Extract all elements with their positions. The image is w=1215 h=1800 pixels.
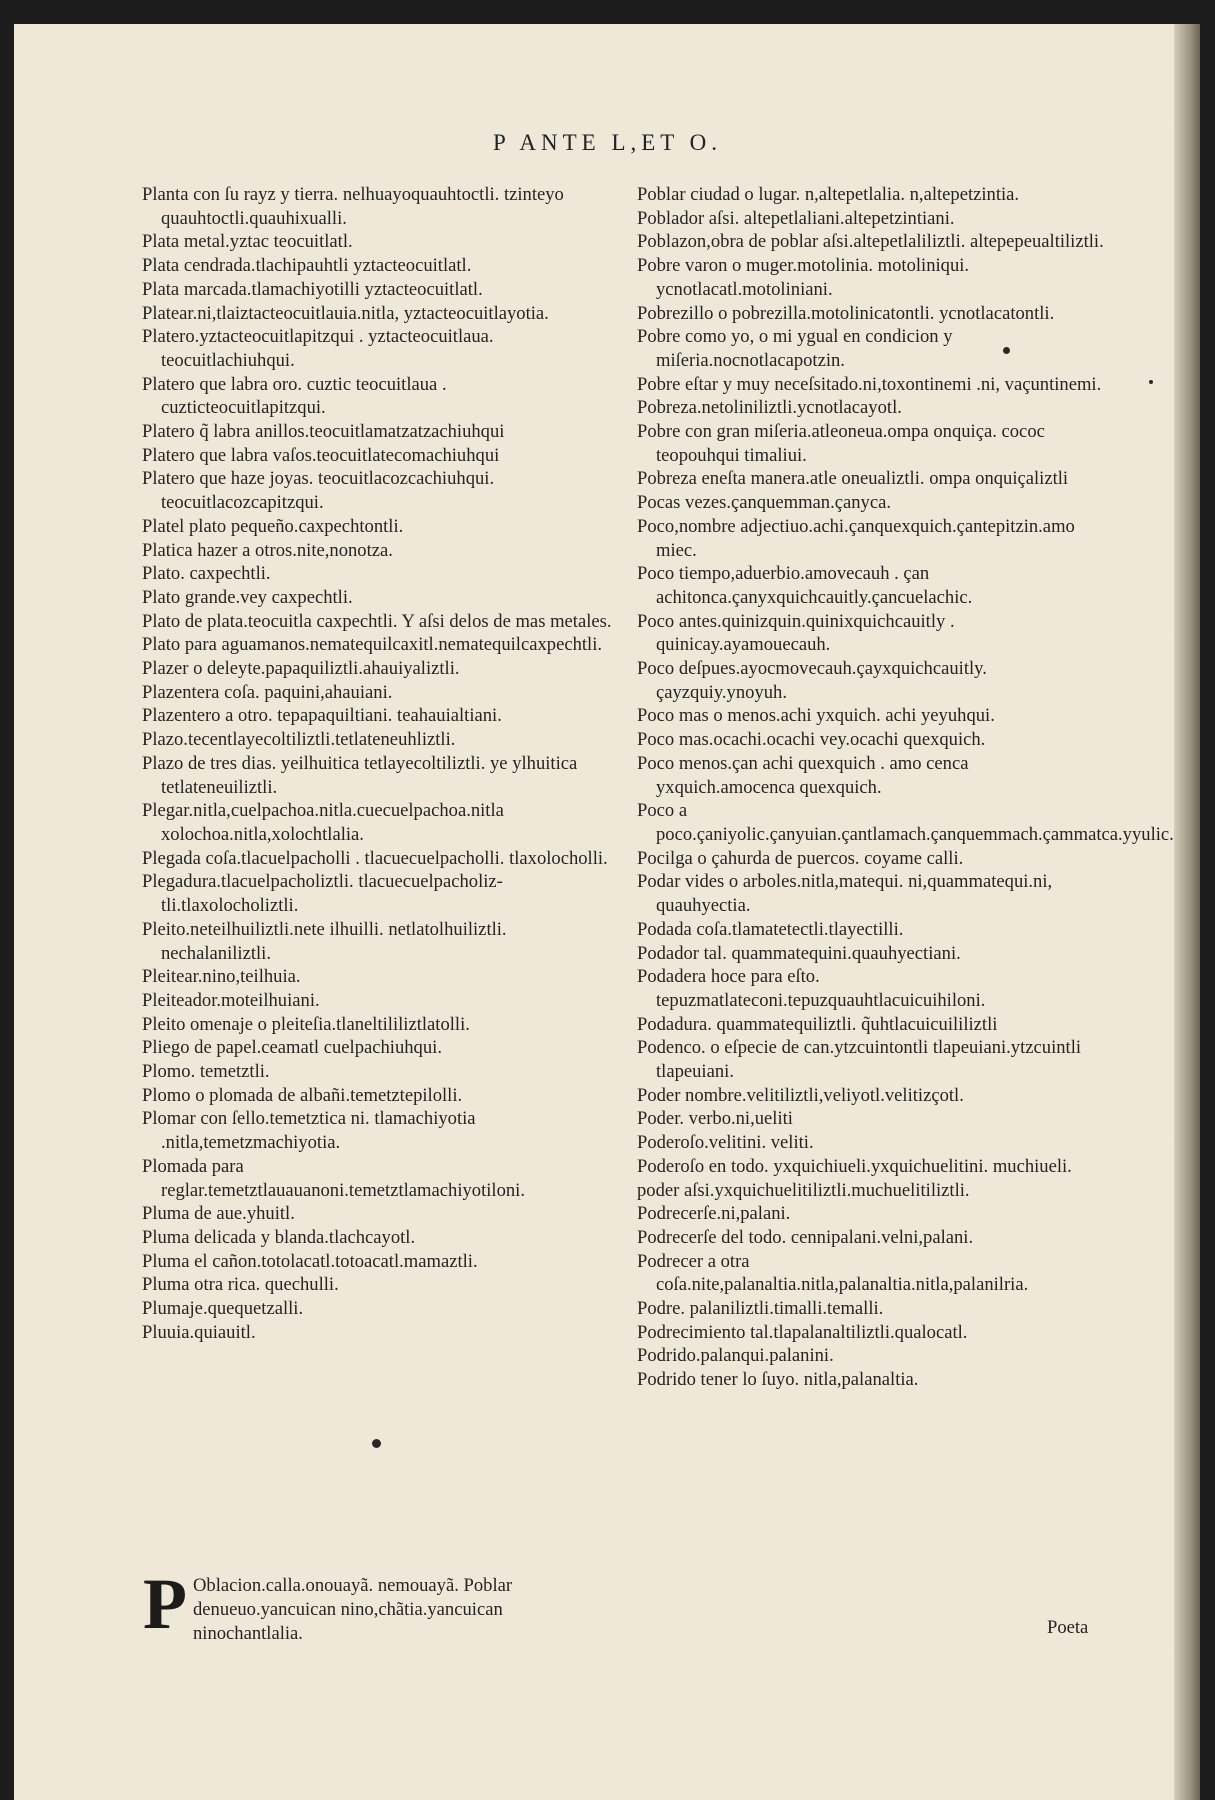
dictionary-entry: Pobreza eneſta manera.atle oneualiztli. ompa onquiçaliztli [637, 468, 1069, 490]
dictionary-entry: Planta con ſu rayz y tierra. nelhuayoquauhtoctli. tzinteyo quauhtoctli.quauhixualli. [142, 184, 564, 229]
dictionary-entry: Podar vides o arboles.nitla,matequi. ni,quammatequi.ni, quauhyectia. [637, 871, 1053, 917]
dictionary-entry: Podenco. o eſpecie de can.ytzcuintontli tlapeuiani.ytzcuintli tlapeuiani. [637, 1037, 1082, 1083]
dictionary-entry: Podador tal. quammatequini.quauhyectiani. [637, 942, 961, 964]
dictionary-entry: Pobre como yo, o mi ygual en condicion y miſeria.nocnotlacapotzin. [637, 326, 953, 371]
dictionary-entry: Plata cendrada.tlachipauhtli yztacteocuitlatl. [142, 255, 472, 277]
dictionary-entry: Poco deſpues.ayocmovecauh.çayxquichcauitly. çayzquiy.ynoyuh. [637, 658, 987, 703]
dictionary-entry: Poderoſo en todo. yxquichiueli.yxquichuelitini. muchiueli. [637, 1155, 1072, 1177]
dictionary-entry: Plato. caxpechtli. [142, 563, 271, 585]
dictionary-entry: Podrecerſe del todo. cennipalani.velni,palani. [637, 1226, 974, 1248]
dictionary-entry: Podrido tener lo ſuyo. nitla,palanaltia. [637, 1369, 919, 1391]
dictionary-entry: Podrecer a otra coſa.nite,palanaltia.nitla,palanaltia.nitla,palanilria. [637, 1250, 1029, 1296]
dictionary-entry: Plato grande.vey caxpechtli. [142, 586, 353, 608]
dictionary-entry: Platear.ni,tlaiztacteocuitlauia.nitla, yztacteocuitlayotia. [142, 302, 549, 324]
dictionary-entry: Podadura. quammatequiliztli. q̃uhtlacuicuililiztli [637, 1013, 998, 1035]
ink-dot [1149, 380, 1153, 384]
dictionary-entry: Pluma delicada y blanda.tlachcayotl. [142, 1226, 416, 1248]
dictionary-entry: Poder. verbo.ni,ueliti [637, 1108, 793, 1130]
dictionary-entry: Plazer o deleyte.papaquiliztli.ahauiyaliztli. [142, 658, 460, 680]
right-column [637, 183, 1174, 1392]
dictionary-entry: Plegadura.tlacuelpacholiztli. tlacuecuelpacholiz-tli.tlaxolocholiztli. [142, 871, 503, 917]
dictionary-entry: Podrido.palanqui.palanini. [637, 1345, 834, 1367]
page-gutter-shadow [1174, 24, 1200, 1800]
letter-section-start [143, 1564, 613, 1646]
dictionary-entry: Platero.yztacteocuitlapitzqui . yztacteocuitlaua. teocuitlachiuhqui. [142, 326, 494, 371]
dictionary-entry: Pobre con gran miſeria.atleoneua.ompa onquiça. cococ teopouhqui timaliui. [637, 421, 1045, 466]
dictionary-entry: Platero que labra oro. cuztic teocuitlaua . cuzticteocuitlapitzqui. [142, 373, 447, 419]
dictionary-entry: Plazentero a otro. tepapaquiltiani. teahauialtiani. [142, 705, 502, 727]
dictionary-entry: poder aſsi.yxquichuelitiliztli.muchuelitiliztli. [637, 1179, 970, 1201]
left-column [142, 183, 612, 1344]
dictionary-entry: Plazentera coſa. paquini,ahauiani. [142, 681, 393, 703]
dictionary-entry: Poco antes.quinizquin.quinixquichcauitly . quinicay.ayamouecauh. [637, 610, 955, 656]
dictionary-entry: Plegada coſa.tlacuelpacholli . tlacuecuelpacholli. tlaxolocholli. [142, 847, 608, 869]
dictionary-entry: Poderoſo.velitini. veliti. [637, 1132, 814, 1154]
dictionary-entry: Pobreza.netoliniliztli.ycnotlacayotl. [637, 397, 902, 419]
running-head: P ANTE L,ET O. [492, 130, 723, 155]
dictionary-entry: Plato de plata.teocuitla caxpechtli. Y aſsi delos de mas metales. [142, 610, 612, 632]
dictionary-entry: Platero q̃ labra anillos.teocuitlamatzatzachiuhqui [142, 421, 505, 443]
dictionary-entry: Pocas vezes.çanquemman.çanyca. [637, 492, 891, 514]
dictionary-entry: Platel plato pequeño.caxpechtontli. [142, 515, 404, 537]
dictionary-entry: Podrecerſe.ni,palani. [637, 1203, 791, 1225]
dictionary-entry: Plomada para reglar.temetztlauauanoni.temetztlamachiyotiloni. [142, 1155, 525, 1201]
dictionary-entry: Poco,nombre adjectiuo.achi.çanquexquich.çantepitzin.amo miec. [637, 515, 1075, 561]
dictionary-entry: Pobre varon o muger.motolinia. motoliniqui. ycnotlacatl.motoliniani. [637, 255, 970, 300]
dictionary-entry: Poco mas o menos.achi yxquich. achi yeyuhqui. [637, 705, 995, 727]
dictionary-entry: Pobre eſtar y muy neceſsitado.ni,toxontinemi .ni, vaçuntinemi. [637, 373, 1102, 395]
dictionary-entry: Podada coſa.tlamatetectli.tlayectilli. [637, 918, 904, 940]
dictionary-entry: Pleito omenaje o pleiteſia.tlaneltililiztlatolli. [142, 1013, 470, 1035]
dictionary-entry: Podrecimiento tal.tlapalanaltiliztli.qualocatl. [637, 1321, 968, 1343]
dictionary-entry: Pluma de aue.yhuitl. [142, 1203, 295, 1225]
dictionary-entry: Poco a poco.çaniyolic.çanyuian.çantlamach.çanquemmach.çammatca.yyulic. [637, 800, 1174, 845]
dictionary-entry: Pluma otra rica. quechulli. [142, 1274, 339, 1296]
dictionary-entry: Plazo de tres dias. yeilhuitica tetlayecoltiliztli. ye ylhuitica tetlateneuiliztli. [142, 752, 578, 798]
dictionary-entry: Pleito.neteilhuiliztli.nete ilhuilli. netlatolhuiliztli. nechalaniliztli. [142, 918, 507, 964]
dictionary-entry: Poco mas.ocachi.ocachi vey.ocachi quexquich. [637, 729, 986, 751]
dictionary-entry: Platica hazer a otros.nite,nonotza. [142, 539, 393, 561]
dictionary-entry: Plegar.nitla,cuelpachoa.nitla.cuecuelpachoa.nitla xolochoa.nitla,xolochtlalia. [142, 800, 504, 845]
dictionary-entry: Pleiteador.moteilhuiani. [142, 989, 320, 1011]
dictionary-entry: Pluuia.quiauitl. [142, 1321, 256, 1343]
ink-dot [1003, 347, 1010, 354]
dictionary-entry: Pliego de papel.ceamatl cuelpachiuhqui. [142, 1037, 442, 1059]
dictionary-entry: Plata metal.yztac teocuitlatl. [142, 231, 353, 253]
dictionary-entry: Plumaje.quequetzalli. [142, 1298, 304, 1320]
catchword: Poeta [1047, 1617, 1089, 1638]
dictionary-entry: Platero que labra vaſos.teocuitlatecomachiuhqui [142, 444, 500, 466]
dictionary-entry: Poder nombre.velitiliztli,veliyotl.velitizçotl. [637, 1084, 964, 1106]
dictionary-entry: Plomo. temetztli. [142, 1061, 270, 1083]
drop-cap: P [143, 1564, 187, 1644]
dictionary-entry: Podadera hoce para eſto. tepuzmatlateconi.tepuzquauhtlacuicuihiloni. [637, 966, 986, 1011]
dictionary-entry: Plomar con ſello.temetztica ni. tlamachiyotia .nitla,temetzmachiyotia. [142, 1108, 476, 1154]
dictionary-entry: Poco menos.çan achi quexquich . amo cenca yxquich.amocenca quexquich. [637, 752, 969, 798]
dictionary-entry: Poblar ciudad o lugar. n,altepetlalia. n,altepetzintia. [637, 184, 1020, 205]
dictionary-entry: Plazo.tecentlayecoltiliztli.tetlateneuhliztli. [142, 729, 456, 751]
dictionary-entry: Platero que haze joyas. teocuitlacozcachiuhqui. teocuitlacozcapitzqui. [142, 468, 495, 514]
dictionary-entry: Poblazon,obra de poblar aſsi.altepetlaliliztli. altepepeualtiliztli. [637, 231, 1104, 253]
section-opening-text: Oblacion.calla.onouayã. nemouayã. Poblar denueuo.yancuican nino,chãtia.yancuican ninochantlalia. [192, 1575, 513, 1644]
dictionary-entry: Podre. palaniliztli.timalli.temalli. [637, 1298, 884, 1320]
dictionary-entry: Poblador aſsi. altepetlaliani.altepetzintiani. [637, 207, 955, 229]
ink-dot [372, 1439, 381, 1448]
dictionary-entry: Poco tiempo,aduerbio.amovecauh . çan achitonca.çanyxquichcauitly.çancuelachic. [637, 563, 973, 608]
dictionary-entry: Plato para aguamanos.nematequilcaxitl.nematequilcaxpechtli. [142, 634, 603, 656]
dictionary-entry: Plomo o plomada de albañi.temetztepilolli. [142, 1084, 463, 1106]
dictionary-entry: Plata marcada.tlamachiyotilli yztacteocuitlatl. [142, 278, 483, 300]
dictionary-entry: Pluma el cañon.totolacatl.totoacatl.mamaztli. [142, 1250, 478, 1272]
dictionary-entry: Pleitear.nino,teilhuia. [142, 966, 301, 988]
dictionary-entry: Pobrezillo o pobrezilla.motolinicatontli. ycnotlacatontli. [637, 302, 1055, 324]
dictionary-entry: Pocilga o çahurda de puercos. coyame calli. [637, 847, 964, 869]
